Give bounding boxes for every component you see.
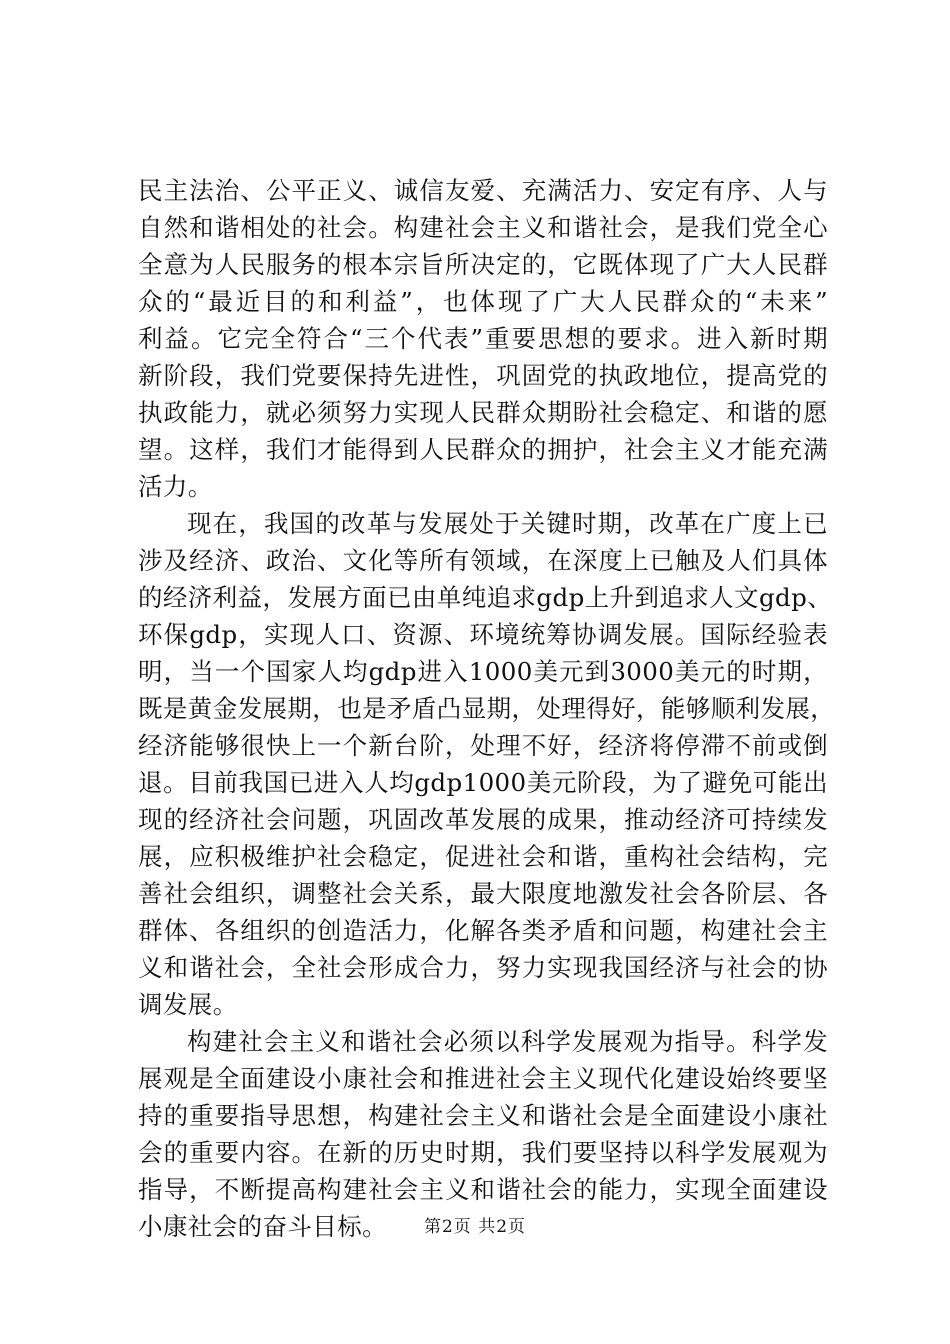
text-line: 明，当一个国家人均gdp进入1000美元到3000美元的时期， [138, 657, 828, 686]
text-line: 环保gdp，实现人口、资源、环境统筹协调发展。国际经验表 [138, 620, 828, 649]
text-line: 指导，不断提高构建社会主义和谐社会的能力，实现全面建设 [138, 1175, 828, 1204]
paragraph [138, 172, 828, 505]
body-text [138, 172, 836, 1245]
text-line: 全意为人民服务的根本宗旨所决定的，它既体现了广大人民群 [138, 250, 828, 279]
text-line: 调发展。 [138, 990, 238, 1019]
text-line: 自然和谐相处的社会。构建社会主义和谐社会，是我们党全心 [138, 213, 828, 242]
text-line: 的经济利益，发展方面已由单纯追求gdp上升到追求人文gdp、 [138, 583, 833, 612]
text-line: 经济能够很快上一个新台阶，处理不好，经济将停滞不前或倒 [138, 731, 828, 760]
text-line: 持的重要指导思想，构建社会主义和谐社会是全面建设小康社 [138, 1101, 828, 1130]
text-line: 新阶段，我们党要保持先进性，巩固党的执政地位，提高党的 [138, 361, 828, 390]
text-line: 执政能力，就必须努力实现人民群众期盼社会稳定、和谐的愿 [138, 398, 828, 427]
text-line: 涉及经济、政治、文化等所有领域，在深度上已触及人们具体 [138, 546, 828, 575]
text-line: 群体、各组织的创造活力，化解各类矛盾和问题，构建社会主 [138, 916, 828, 945]
paragraph [138, 505, 836, 1023]
text-line: 利益。它完全符合“三个代表”重要思想的要求。进入新时期 [138, 324, 828, 353]
text-line: 活力。 [138, 472, 213, 501]
text-line: 善社会组织，调整社会关系，最大限度地激发社会各阶层、各 [138, 879, 828, 908]
text-line: 展，应积极维护社会稳定，促进社会和谐，重构社会结构，完 [138, 842, 828, 871]
text-line: 民主法治、公平正义、诚信友爱、充满活力、安定有序、人与 [138, 176, 828, 205]
text-line: 现的经济社会问题，巩固改革发展的成果，推动经济可持续发 [138, 805, 828, 834]
text-line: 众的“最近目的和利益”，也体现了广大人民群众的“未来” [138, 287, 828, 316]
text-line: 望。这样，我们才能得到人民群众的拥护，社会主义才能充满 [138, 435, 828, 464]
text-line: 展观是全面建设小康社会和推进社会主义现代化建设始终要坚 [138, 1064, 828, 1093]
text-line: 小康社会的奋斗目标。 [138, 1212, 387, 1241]
text-line: 现在，我国的改革与发展处于关键时期，改革在广度上已 [187, 509, 828, 538]
page-footer: 第2页 共2页 [423, 1217, 527, 1237]
text-line: 既是黄金发展期，也是矛盾凸显期，处理得好，能够顺利发展， [138, 694, 836, 723]
text-line: 退。目前我国已进入人均gdp1000美元阶段，为了避免可能出 [138, 768, 828, 797]
text-line: 会的重要内容。在新的历史时期，我们要坚持以科学发展观为 [138, 1138, 828, 1167]
text-line: 义和谐社会，全社会形成合力，努力实现我国经济与社会的协 [138, 953, 828, 982]
paragraph [138, 1023, 828, 1245]
text-line: 构建社会主义和谐社会必须以科学发展观为指导。科学发 [187, 1027, 828, 1056]
